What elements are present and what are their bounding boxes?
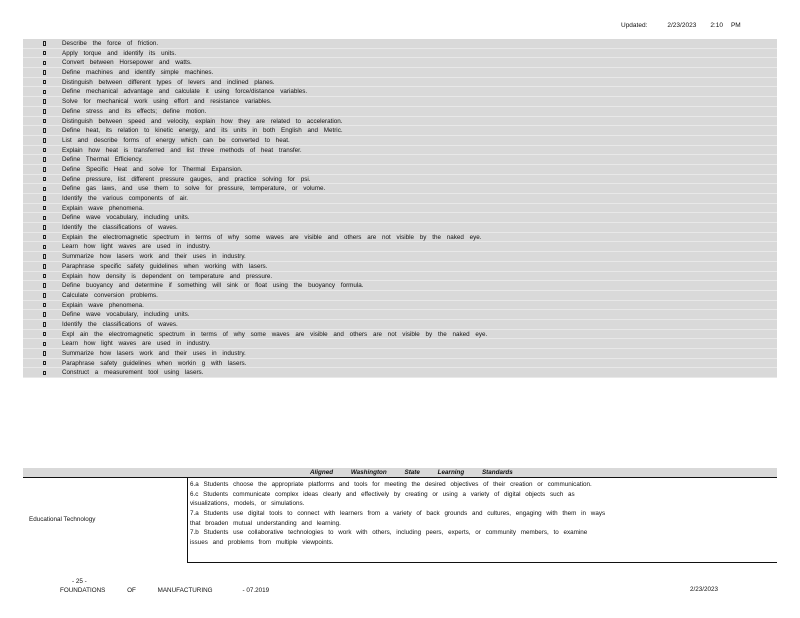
footer-date: 2/23/2023 [690,586,719,593]
objective-text: Paraphrase specific safety guidelines when working with lasers. [62,262,268,270]
objective-text: Construct a measurement tool using lasers. [62,369,204,377]
objective-item [23,252,777,262]
standard-line: visualizations, models, or simulations. [190,500,305,508]
objective-item [23,330,777,340]
objective-text: Explain how density is dependent on temperature and pressure. [62,272,273,280]
objective-item [23,233,777,243]
checkbox-bullet-icon [43,90,46,95]
objective-text: Define wave vocabulary, including units. [62,214,190,222]
objective-item [23,242,777,252]
checkbox-bullet-icon [43,351,46,356]
checkbox-bullet-icon [43,51,46,56]
checkbox-bullet-icon [43,206,46,211]
objective-item [23,262,777,272]
checkbox-bullet-icon [43,371,46,376]
objective-item [23,204,777,214]
standard-line: 7.b Students use collaborative technologies to work with others, including peers, experts, or community members, to examine [190,529,588,537]
table-bottom-rule [187,562,777,563]
checkbox-bullet-icon [43,225,46,230]
standards-table [23,478,777,562]
objective-item [23,349,777,359]
checkbox-bullet-icon [43,157,46,162]
objective-item [23,146,777,156]
checkbox-bullet-icon [43,177,46,182]
objective-text: Explain wave phenomena. [62,204,144,212]
checkbox-bullet-icon [43,245,46,250]
checkbox-bullet-icon [43,138,46,143]
objective-item [23,78,777,88]
objective-text: Expl ain the electromagnetic spectrum in terms of why some waves are visible and others are not visible by the naked eye. [62,330,488,338]
checkbox-bullet-icon [43,187,46,192]
footer-left [60,577,269,595]
checkbox-bullet-icon [43,342,46,347]
objective-text: Calculate conversion problems. [62,291,158,299]
objective-item [23,301,777,311]
objective-item [23,184,777,194]
objective-text: Learn how light waves are used in industry. [62,243,211,251]
checkbox-bullet-icon [43,322,46,327]
objective-text: Paraphrase safety guidelines when workin g with lasers. [62,359,247,367]
objective-item [23,155,777,165]
objective-item [23,175,777,185]
objective-item [23,194,777,204]
checkbox-bullet-icon [43,274,46,279]
objective-text: Define mechanical advantage and calculate it using force/distance variables. [62,88,308,96]
objective-text: Define Specific Heat and solve for Thermal Expansion. [62,165,243,173]
objective-text: Explain the electromagnetic spectrum in terms of why some waves are visible and others are not visible by the naked eye. [62,233,482,241]
standards-category: Educational Technology [29,516,96,523]
standard-line: 7.a Students use digital tools to connect with learners from a variety of back grounds and cultures, engaging with them in ways [190,510,606,518]
checkbox-bullet-icon [43,148,46,153]
objective-item [23,213,777,223]
objective-item [23,97,777,107]
column-divider [187,478,188,562]
objective-item [23,272,777,282]
checkbox-bullet-icon [43,70,46,75]
objective-item [23,126,777,136]
objective-item [23,49,777,59]
objective-text: Define stress and its effects; define motion. [62,107,207,115]
checkbox-bullet-icon [43,235,46,240]
objective-item [23,368,777,378]
checkbox-bullet-icon [43,128,46,133]
objective-text: Distinguish between speed and velocity, explain how they are related to acceleration. [62,117,343,125]
standard-line: that broaden mutual understanding and learning. [190,519,341,527]
aligned-standards-heading [23,468,777,478]
standard-line: 6.a Students choose the appropriate platforms and tools for meeting the desired objectives of their creation or communication. [190,481,592,488]
updated-label: Updated: [621,22,648,29]
objective-text: Learn how light waves are used in industry. [62,340,211,348]
objective-item [23,223,777,233]
course-title: FOUNDATIONS OF MANUFACTURING [60,587,213,594]
objective-item [23,165,777,175]
objective-item [23,87,777,97]
objective-text: Convert between Horsepower and watts. [62,59,192,67]
checkbox-bullet-icon [43,99,46,104]
objective-item [23,68,777,78]
objective-text: Identify the classifications of waves. [62,320,178,328]
checkbox-bullet-icon [43,196,46,201]
objective-text: Define gas laws, and use them to solve for pressure, temperature, or volume. [62,185,326,193]
objective-text: Apply torque and identify its units. [62,49,177,57]
updated-stamp [621,22,741,29]
checkbox-bullet-icon [43,293,46,298]
objective-text: Summarize how lasers work and their uses in industry. [62,253,246,261]
objective-item [23,39,777,49]
standard-line: issues and problems from multiple viewpoints. [190,539,334,547]
course-version: - 07.2019 [242,587,270,594]
objective-item [23,359,777,369]
objective-item [23,117,777,127]
checkbox-bullet-icon [43,283,46,288]
checkbox-bullet-icon [43,303,46,308]
aligned-standards-title: Aligned Washington State Learning Standards [310,469,513,476]
objective-text: Summarize how lasers work and their uses in industry. [62,350,246,357]
objectives-list [23,39,777,378]
objective-item [23,339,777,349]
checkbox-bullet-icon [43,361,46,366]
objective-text: Define machines and identify simple machines. [62,69,214,77]
objective-text: Define Thermal Efficiency. [62,156,143,164]
standards-lines [190,480,775,548]
updated-period: PM [730,22,741,29]
objective-text: Identify the classifications of waves. [62,224,178,232]
checkbox-bullet-icon [43,41,46,46]
updated-date: 2/23/2023 [667,22,697,29]
objective-text: Identify the various components of air. [62,195,189,202]
checkbox-bullet-icon [43,254,46,259]
updated-time: 2:10 [710,22,723,29]
standard-line: 6.c Students communicate complex ideas clearly and effectively by creating or using a variety of digital objects such as [190,490,575,498]
objective-text: List and describe forms of energy which can be converted to heat. [62,136,290,144]
objective-text: Distinguish between different types of levers and inclined planes. [62,78,275,86]
objective-item [23,310,777,320]
checkbox-bullet-icon [43,167,46,172]
checkbox-bullet-icon [43,332,46,337]
objective-text: Define heat, its relation to kinetic energy, and its units in both English and Metric. [62,127,343,135]
objective-item [23,281,777,291]
objective-item [23,291,777,301]
objective-item [23,320,777,330]
objective-text: Define pressure, list different pressure gauges, and practice solving for psi. [62,175,311,183]
checkbox-bullet-icon [43,312,46,317]
objective-item [23,107,777,117]
checkbox-bullet-icon [43,264,46,269]
objective-text: Explain wave phenomena. [62,301,144,309]
checkbox-bullet-icon [43,109,46,114]
objective-item [23,136,777,146]
page-number: - 25 - [72,578,87,585]
objective-text: Define wave vocabulary, including units. [62,311,190,319]
checkbox-bullet-icon [43,216,46,221]
checkbox-bullet-icon [43,80,46,85]
objective-text: Describe the force of friction. [62,40,159,47]
objective-text: Explain how heat is transferred and list three methods of heat transfer. [62,146,302,154]
objective-item [23,58,777,68]
objective-text: Define buoyancy and determine if something will sink or float using the buoyancy formula. [62,282,364,290]
checkbox-bullet-icon [43,119,46,124]
checkbox-bullet-icon [43,61,46,66]
objective-text: Solve for mechanical work using effort and resistance variables. [62,98,272,106]
